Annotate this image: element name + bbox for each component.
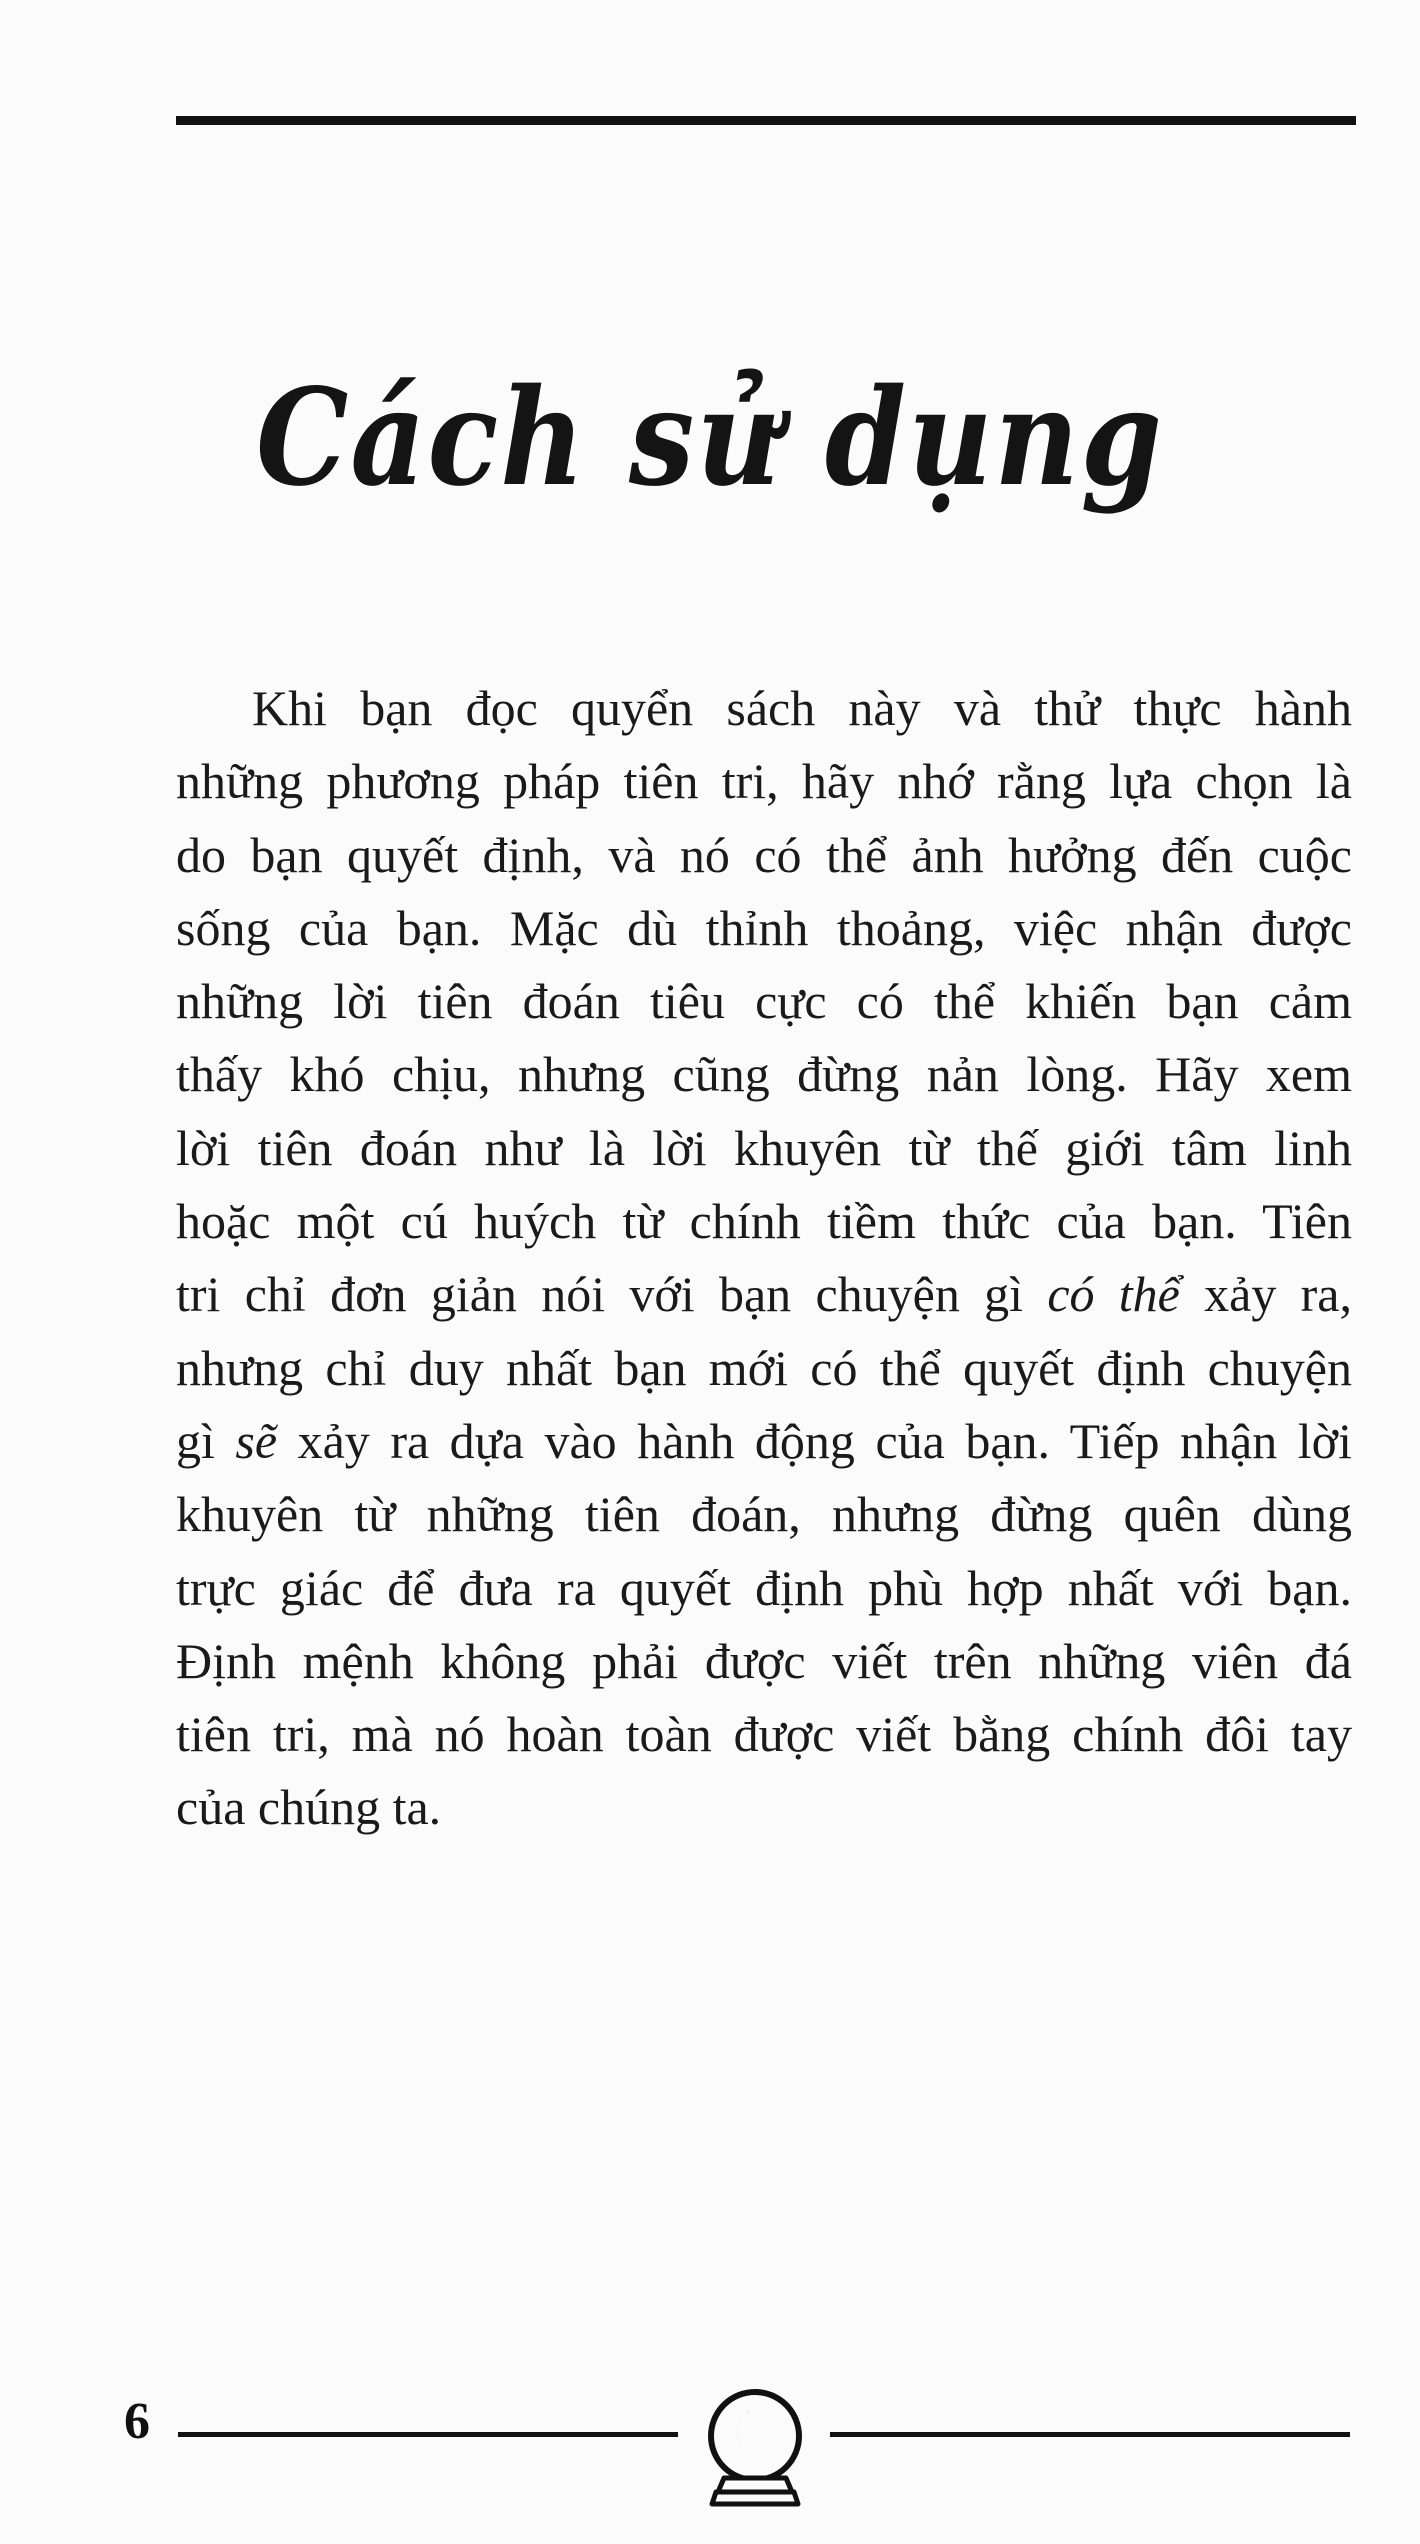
text-line: hoặc một cú huých từ chính tiềm thức của bạn. Tiên: [176, 1193, 1352, 1250]
emphasis-text: có thể: [1047, 1266, 1180, 1323]
top-rule: [176, 116, 1356, 125]
text-line: khuyên từ những tiên đoán, nhưng đừng quên dùng: [176, 1486, 1352, 1543]
text-line: do bạn quyết định, và nó có thể ảnh hưởng đến cuộc: [176, 826, 1352, 883]
text-line: thấy khó chịu, nhưng cũng đừng nản lòng. Hãy xem: [176, 1046, 1352, 1103]
text-line: lời tiên đoán như là lời khuyên từ thế giới tâm linh: [176, 1119, 1352, 1176]
text-line: những phương pháp tiên tri, hãy nhớ rằng lựa chọn là: [176, 753, 1352, 810]
crystal-ball-moon-icon: [694, 2380, 816, 2520]
page-footer: [0, 2380, 1420, 2520]
emphasis-text: sẽ: [235, 1412, 278, 1469]
text-line: tiên tri, mà nó hoàn toàn được viết bằng chính đôi tay: [176, 1706, 1352, 1763]
text-line: của chúng ta.: [176, 1779, 442, 1836]
text-line: Định mệnh không phải được viết trên những viên đá: [176, 1632, 1352, 1689]
text-line: nhưng chỉ duy nhất bạn mới có thể quyết định chuyện: [176, 1339, 1352, 1396]
text-line: tri chỉ đơn giản nói với bạn chuyện gì có thể xảy ra,: [176, 1266, 1352, 1323]
text-line: gì sẽ xảy ra dựa vào hành động của bạn. Tiếp nhận lời: [176, 1412, 1352, 1469]
text-line: Khi bạn đọc quyển sách này và thử thực hành: [252, 680, 1352, 736]
body-paragraph: [176, 672, 1352, 1845]
footer-rule-left: [178, 2432, 678, 2437]
page-number: 6: [124, 2393, 150, 2450]
footer-rule-right: [830, 2432, 1350, 2437]
text-line: sống của bạn. Mặc dù thỉnh thoảng, việc nhận được: [176, 899, 1352, 956]
text-line: những lời tiên đoán tiêu cực có thể khiến bạn cảm: [176, 973, 1352, 1030]
text-line: trực giác để đưa ra quyết định phù hợp nhất với bạn.: [176, 1559, 1352, 1616]
page-title: Cách sử dụng: [256, 359, 1164, 517]
